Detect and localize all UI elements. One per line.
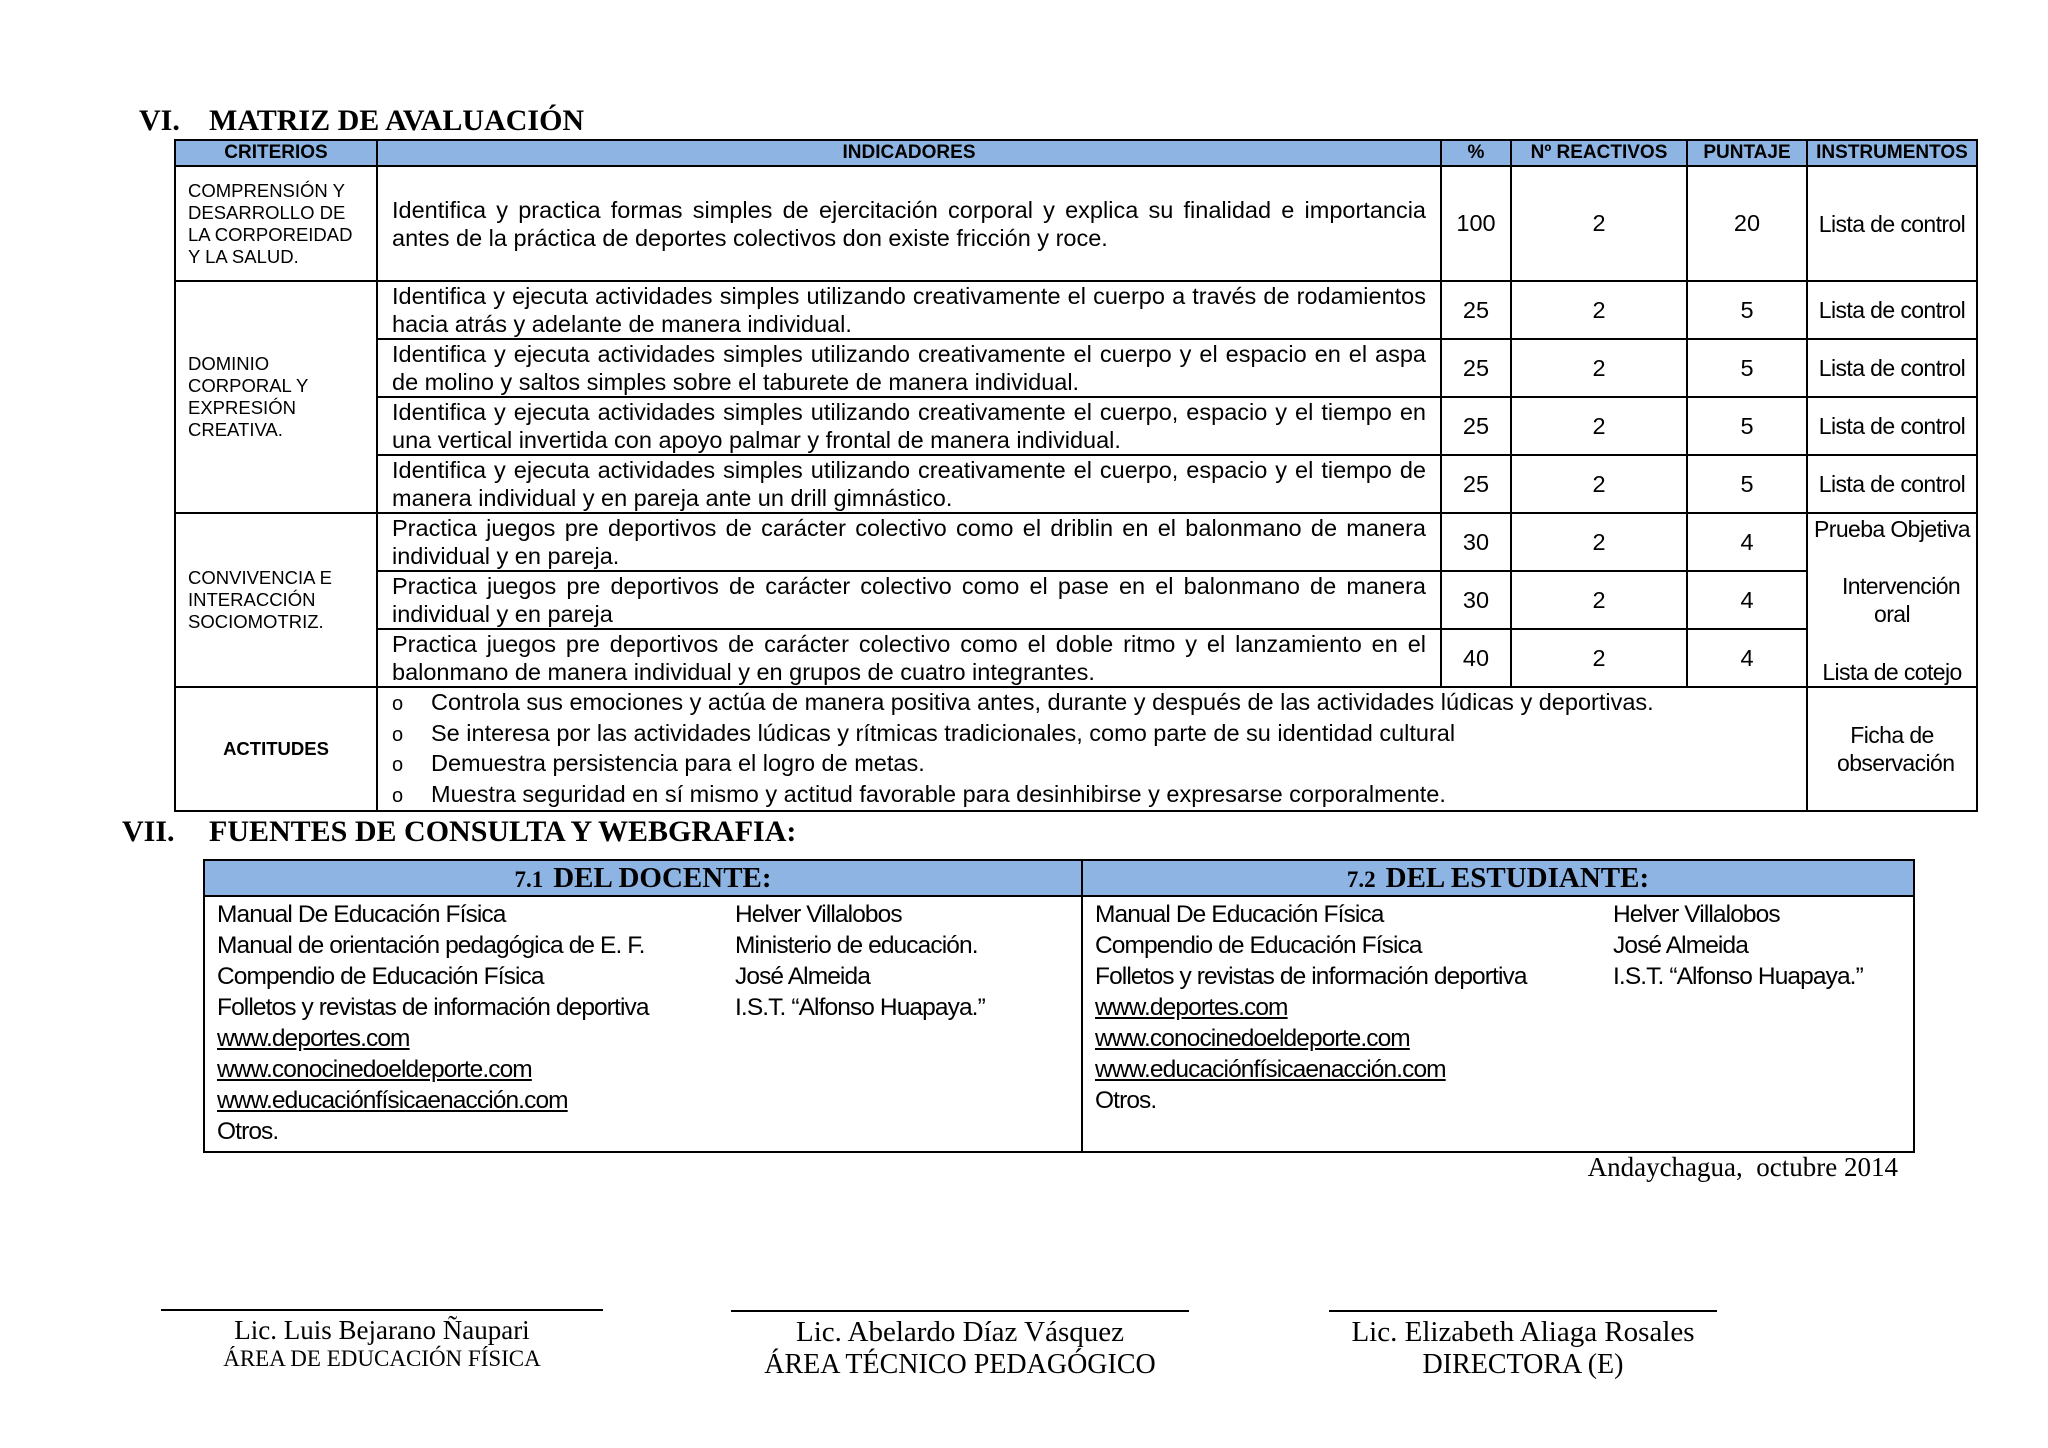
puntaje-cell: 4	[1687, 513, 1807, 571]
signature-name: Lic. Luis Bejarano Ñaupari	[234, 1315, 530, 1345]
reactivos-cell: 2	[1511, 281, 1687, 339]
student-section-number: 7.2	[1346, 866, 1376, 892]
list-item: I.S.T. “Alfonso Huapaya.”	[735, 994, 985, 1021]
header-percent: %	[1441, 140, 1511, 166]
list-item	[378, 719, 1806, 750]
instrument-item: Ficha de observación	[1837, 722, 1955, 776]
list-item: Compendio de Educación Física	[217, 963, 544, 990]
reactivos-cell: 2	[1511, 513, 1687, 571]
instrument-item: Prueba Objetiva	[1814, 515, 1970, 542]
signature-name: Lic. Abelardo Díaz Vásquez	[795, 1316, 1124, 1348]
list-item: Otros.	[1095, 1087, 1157, 1114]
reactivos-cell: 2	[1511, 571, 1687, 629]
criterion-cell: CONVIVENCIA E INTERACCIÓN SOCIOMOTRIZ.	[175, 513, 377, 687]
attitude-text: Demuestra persistencia para el logro de metas.	[431, 750, 925, 776]
sources-header-row	[204, 860, 1914, 896]
header-puntaje: PUNTAJE	[1687, 140, 1807, 166]
instrument-cell: Lista de control	[1807, 281, 1977, 339]
criterion-cell: DOMINIO CORPORAL Y EXPRESIÓN CREATIVA.	[175, 281, 377, 513]
table-row	[175, 397, 1977, 455]
teacher-section-title: DEL DOCENTE:	[553, 861, 772, 894]
section-number: VII.	[122, 815, 175, 848]
percent-cell: 30	[1441, 513, 1511, 571]
instrument-cell: Lista de control	[1807, 339, 1977, 397]
section-title: MATRIZ DE AVALUACIÓN	[209, 104, 585, 137]
place-date: Andaychagua, octubre 2014	[1587, 1152, 1898, 1182]
attitude-text: Controla sus emociones y actúa de manera positiva antes, durante y después de las actividades lúdicas y deportivas.	[431, 689, 1654, 715]
student-sources-list	[1095, 899, 1613, 1116]
instrument-cell: Lista de control	[1807, 166, 1977, 281]
puntaje-cell: 5	[1687, 281, 1807, 339]
table-row	[175, 455, 1977, 513]
puntaje-cell: 5	[1687, 397, 1807, 455]
attitudes-row	[175, 687, 1977, 811]
indicator-cell: Practica juegos pre deportivos de carácter colectivo como el doble ritmo y el lanzamiento en el balonmano de manera individual y en grupos de cuatro integrantes.	[377, 629, 1441, 687]
indicator-cell: Practica juegos pre deportivos de carácter colectivo como el pase en el balonmano de manera individual y en pareja	[377, 571, 1441, 629]
instrument-cell: Lista de control	[1807, 455, 1977, 513]
teacher-sources-cell	[204, 896, 1082, 1152]
signature-role: ÁREA TÉCNICO PEDAGÓGICO	[764, 1349, 1156, 1380]
signature-line	[1329, 1310, 1717, 1312]
website-link[interactable]: www.conocinedoeldeporte.com	[1095, 1025, 1410, 1052]
signature-role: ÁREA DE EDUCACIÓN FÍSICA	[223, 1346, 541, 1371]
signature-name: Lic. Elizabeth Aliaga Rosales	[1351, 1316, 1695, 1348]
indicator-cell: Identifica y ejecuta actividades simples utilizando creativamente el cuerpo, espacio y el tiempo en una vertical invertida con apoyo palmar y frontal de manera individual.	[377, 397, 1441, 455]
bullet-icon: o	[392, 784, 404, 807]
section-number: VI.	[139, 104, 180, 137]
list-item	[378, 749, 1806, 780]
reactivos-cell: 2	[1511, 629, 1687, 687]
percent-cell: 30	[1441, 571, 1511, 629]
header-criterios: CRITERIOS	[175, 140, 377, 166]
teacher-section-number: 7.1	[514, 866, 544, 892]
puntaje-cell: 4	[1687, 571, 1807, 629]
header-reactivos: Nº REACTIVOS	[1511, 140, 1687, 166]
list-item: Ministerio de educación.	[735, 932, 978, 959]
attitude-text: Se interesa por las actividades lúdicas y rítmicas tradicionales, como parte de su identidad cultural	[431, 719, 1456, 746]
signature-block	[1329, 1310, 1717, 1381]
instrument-cell	[1807, 687, 1977, 811]
table-row	[175, 513, 1977, 571]
percent-cell: 25	[1441, 455, 1511, 513]
criterion-cell: COMPRENSIÓN Y DESARROLLO DE LA CORPOREIDAD Y LA SALUD.	[175, 166, 377, 281]
instrument-item: Lista de cotejo	[1822, 658, 1962, 685]
percent-cell: 25	[1441, 281, 1511, 339]
website-link[interactable]: www.educaciónfísicaenacción.com	[1095, 1056, 1446, 1083]
indicator-cell: Identifica y ejecuta actividades simples utilizando creativamente el cuerpo, espacio y el tiempo de manera individual y en pareja ante un drill gimnástico.	[377, 455, 1441, 513]
signature-block	[161, 1309, 603, 1372]
section-6-heading	[139, 104, 585, 138]
section-title: FUENTES DE CONSULTA Y WEBGRAFIA:	[209, 815, 797, 848]
matrix-header-row	[175, 140, 1977, 166]
evaluation-matrix-table	[174, 139, 1978, 812]
instrument-item: Intervención oral	[1842, 572, 1961, 627]
signature-line	[161, 1309, 603, 1311]
signature-block	[731, 1310, 1189, 1381]
website-link[interactable]: www.conocinedoeldeporte.com	[217, 1056, 532, 1083]
signature-line	[731, 1310, 1189, 1312]
attitudes-list	[378, 688, 1806, 810]
list-item	[378, 688, 1806, 719]
website-link[interactable]: www.deportes.com	[217, 1025, 410, 1052]
instrument-cell	[1807, 513, 1977, 687]
teacher-sources-list	[217, 899, 735, 1147]
table-row	[175, 629, 1977, 687]
indicator-cell: Identifica y ejecuta actividades simples utilizando creativamente el cuerpo a través de rodamientos hacia atrás y adelante de manera individual.	[377, 281, 1441, 339]
list-item: José Almeida	[735, 963, 870, 990]
website-link[interactable]: www.educaciónfísicaenacción.com	[217, 1087, 568, 1114]
section-7-heading	[122, 815, 797, 849]
sources-body-row	[204, 896, 1914, 1152]
puntaje-cell: 4	[1687, 629, 1807, 687]
student-sources-header	[1082, 860, 1914, 896]
reactivos-cell: 2	[1511, 455, 1687, 513]
indicator-cell: Practica juegos pre deportivos de carácter colectivo como el driblin en el balonmano de manera individual y en pareja.	[377, 513, 1441, 571]
list-item	[378, 780, 1806, 811]
bullet-icon: o	[392, 754, 404, 776]
list-item: I.S.T. “Alfonso Huapaya.”	[1613, 963, 1863, 990]
list-item: Manual de orientación pedagógica de E. F.	[217, 932, 645, 959]
list-item: Folletos y revistas de información deportiva	[1095, 963, 1527, 990]
table-row	[175, 339, 1977, 397]
header-instrumentos: INSTRUMENTOS	[1807, 140, 1977, 166]
percent-cell: 100	[1441, 166, 1511, 281]
reactivos-cell: 2	[1511, 339, 1687, 397]
list-item: Folletos y revistas de información deportiva	[217, 994, 649, 1021]
instrument-cell: Lista de control	[1807, 397, 1977, 455]
puntaje-cell: 5	[1687, 455, 1807, 513]
attitudes-list-cell	[377, 687, 1807, 811]
attitudes-label: ACTITUDES	[175, 687, 377, 811]
list-item: Otros.	[217, 1118, 279, 1145]
header-indicadores: INDICADORES	[377, 140, 1441, 166]
list-item: Compendio de Educación Física	[1095, 932, 1422, 959]
student-section-title: DEL ESTUDIANTE:	[1385, 861, 1650, 894]
list-item: José Almeida	[1613, 932, 1748, 959]
table-row	[175, 281, 1977, 339]
student-authors-list	[1613, 899, 1901, 1116]
table-row	[175, 571, 1977, 629]
teacher-authors-list	[735, 899, 1069, 1147]
teacher-sources-header	[204, 860, 1082, 896]
indicator-cell: Identifica y ejecuta actividades simples utilizando creativamente el cuerpo y el espacio en el aspa de molino y saltos simples sobre el taburete de manera individual.	[377, 339, 1441, 397]
reactivos-cell: 2	[1511, 397, 1687, 455]
puntaje-cell: 5	[1687, 339, 1807, 397]
list-item: Helver Villalobos	[735, 901, 902, 928]
list-item: Manual De Educación Física	[1095, 901, 1384, 928]
bullet-icon: o	[392, 693, 404, 715]
percent-cell: 40	[1441, 629, 1511, 687]
indicator-cell: Identifica y practica formas simples de ejercitación corporal y explica su finalidad e importancia antes de la práctica de deportes colectivos don existe fricción y roce.	[377, 166, 1441, 281]
signature-role: DIRECTORA (E)	[1422, 1349, 1624, 1380]
percent-cell: 25	[1441, 397, 1511, 455]
reactivos-cell: 2	[1511, 166, 1687, 281]
bullet-icon: o	[392, 723, 404, 746]
website-link[interactable]: www.deportes.com	[1095, 994, 1288, 1021]
sources-table	[203, 859, 1915, 1153]
attitude-text: Muestra seguridad en sí mismo y actitud favorable para desinhibirse y expresarse corporalmente.	[431, 780, 1446, 807]
puntaje-cell: 20	[1687, 166, 1807, 281]
table-row	[175, 166, 1977, 281]
student-sources-cell	[1082, 896, 1914, 1152]
percent-cell: 25	[1441, 339, 1511, 397]
list-item: Manual De Educación Física	[217, 901, 506, 928]
list-item: Helver Villalobos	[1613, 901, 1780, 928]
